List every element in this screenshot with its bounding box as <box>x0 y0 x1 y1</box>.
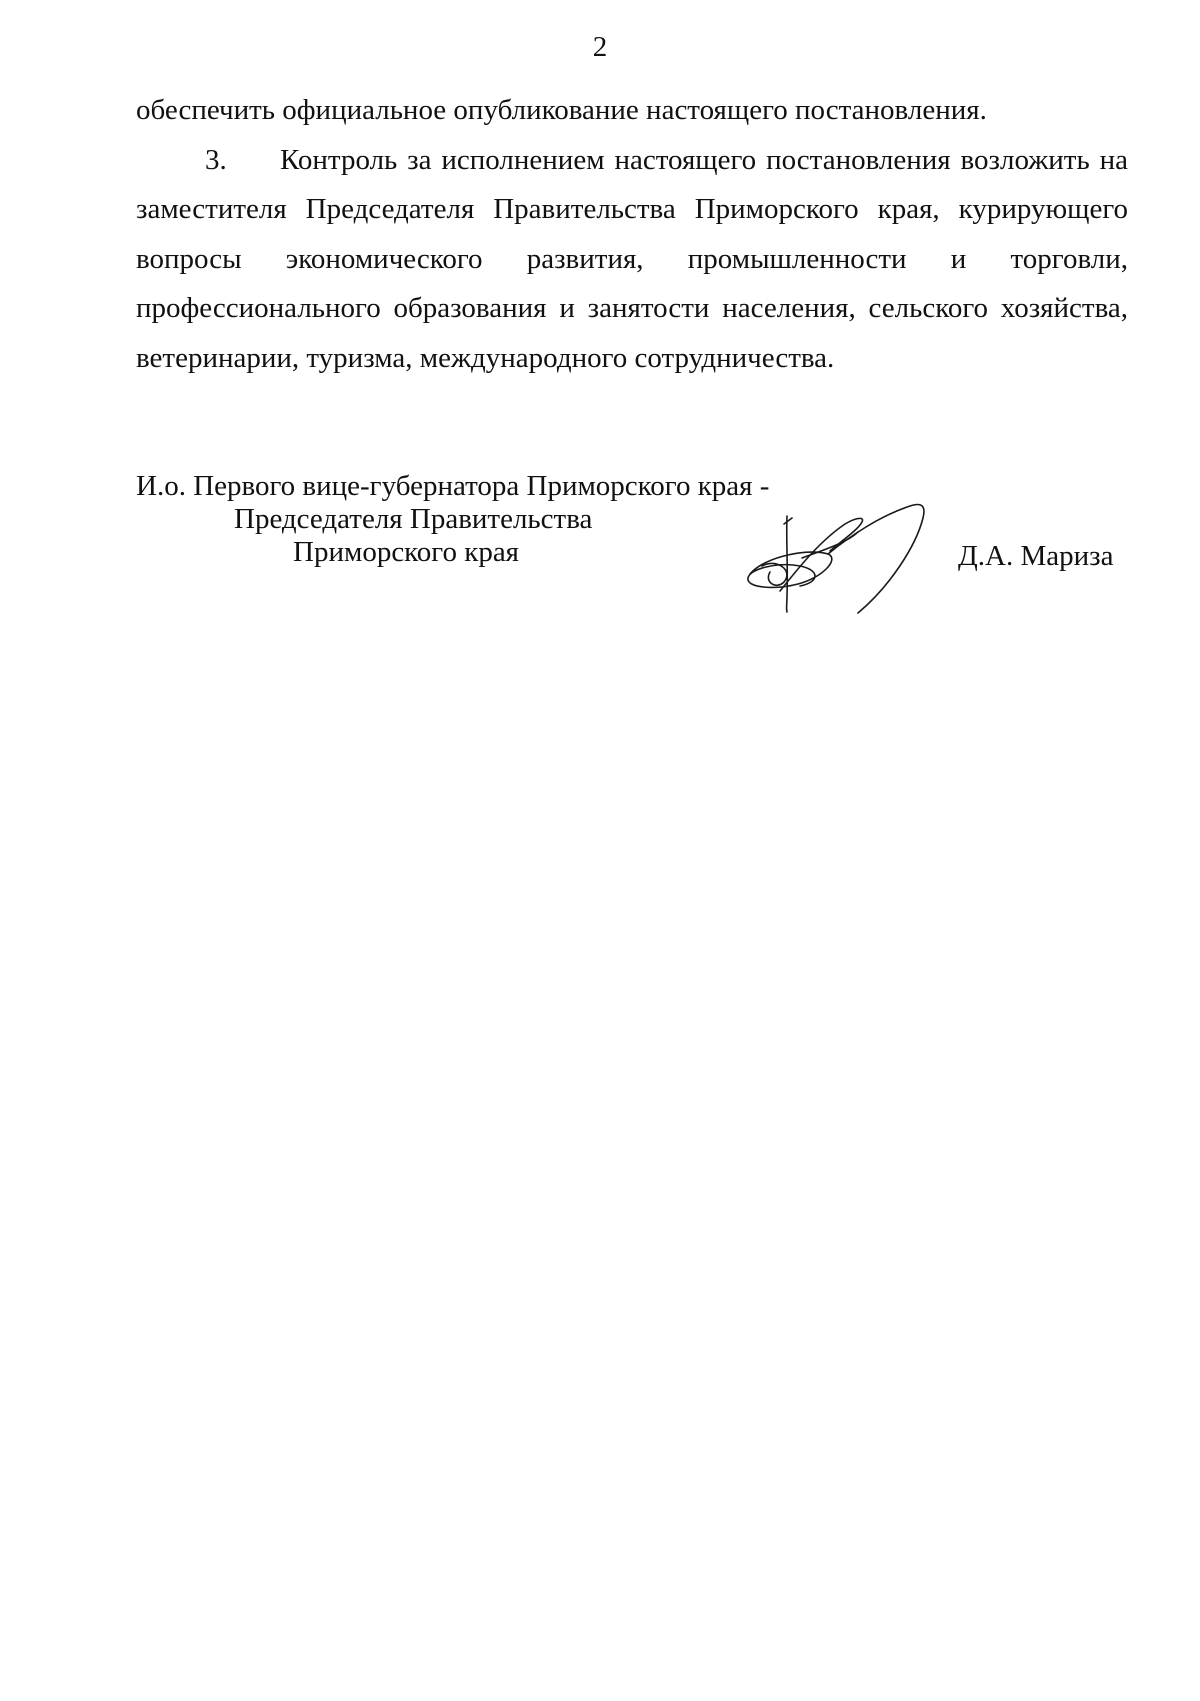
item-number: 3. <box>205 143 227 176</box>
position-line-1: И.о. Первого вице-губернатора Приморского края - <box>136 470 770 502</box>
page-number: 2 <box>592 31 608 63</box>
item-3-line-1: Контроль за исполнением настоящего постановления возложить на <box>280 143 1128 176</box>
document-body <box>136 86 1128 384</box>
position-line-3: Приморского края <box>293 536 520 568</box>
signer-name: Д.А. Мариза <box>958 540 1114 572</box>
item-3-line-5: ветеринарии, туризма, международного сотрудничества. <box>136 341 835 374</box>
item-3-line-4: профессионального образования и занятости населения, сельского хозяйства, <box>136 292 1128 325</box>
signatory-position <box>136 470 769 569</box>
item-3-first-line <box>136 136 1128 186</box>
position-line-2: Председателя Правительства <box>234 503 593 535</box>
handwritten-signature <box>740 496 940 616</box>
continuation-line: обеспечить официальное опубликование настоящего постановления. <box>136 94 987 126</box>
item-3-line-2: заместителя Председателя Правительства Приморского края, курирующего <box>136 193 1128 226</box>
item-3-line-3: вопросы экономического развития, промышленности и торговли, <box>136 242 1128 275</box>
